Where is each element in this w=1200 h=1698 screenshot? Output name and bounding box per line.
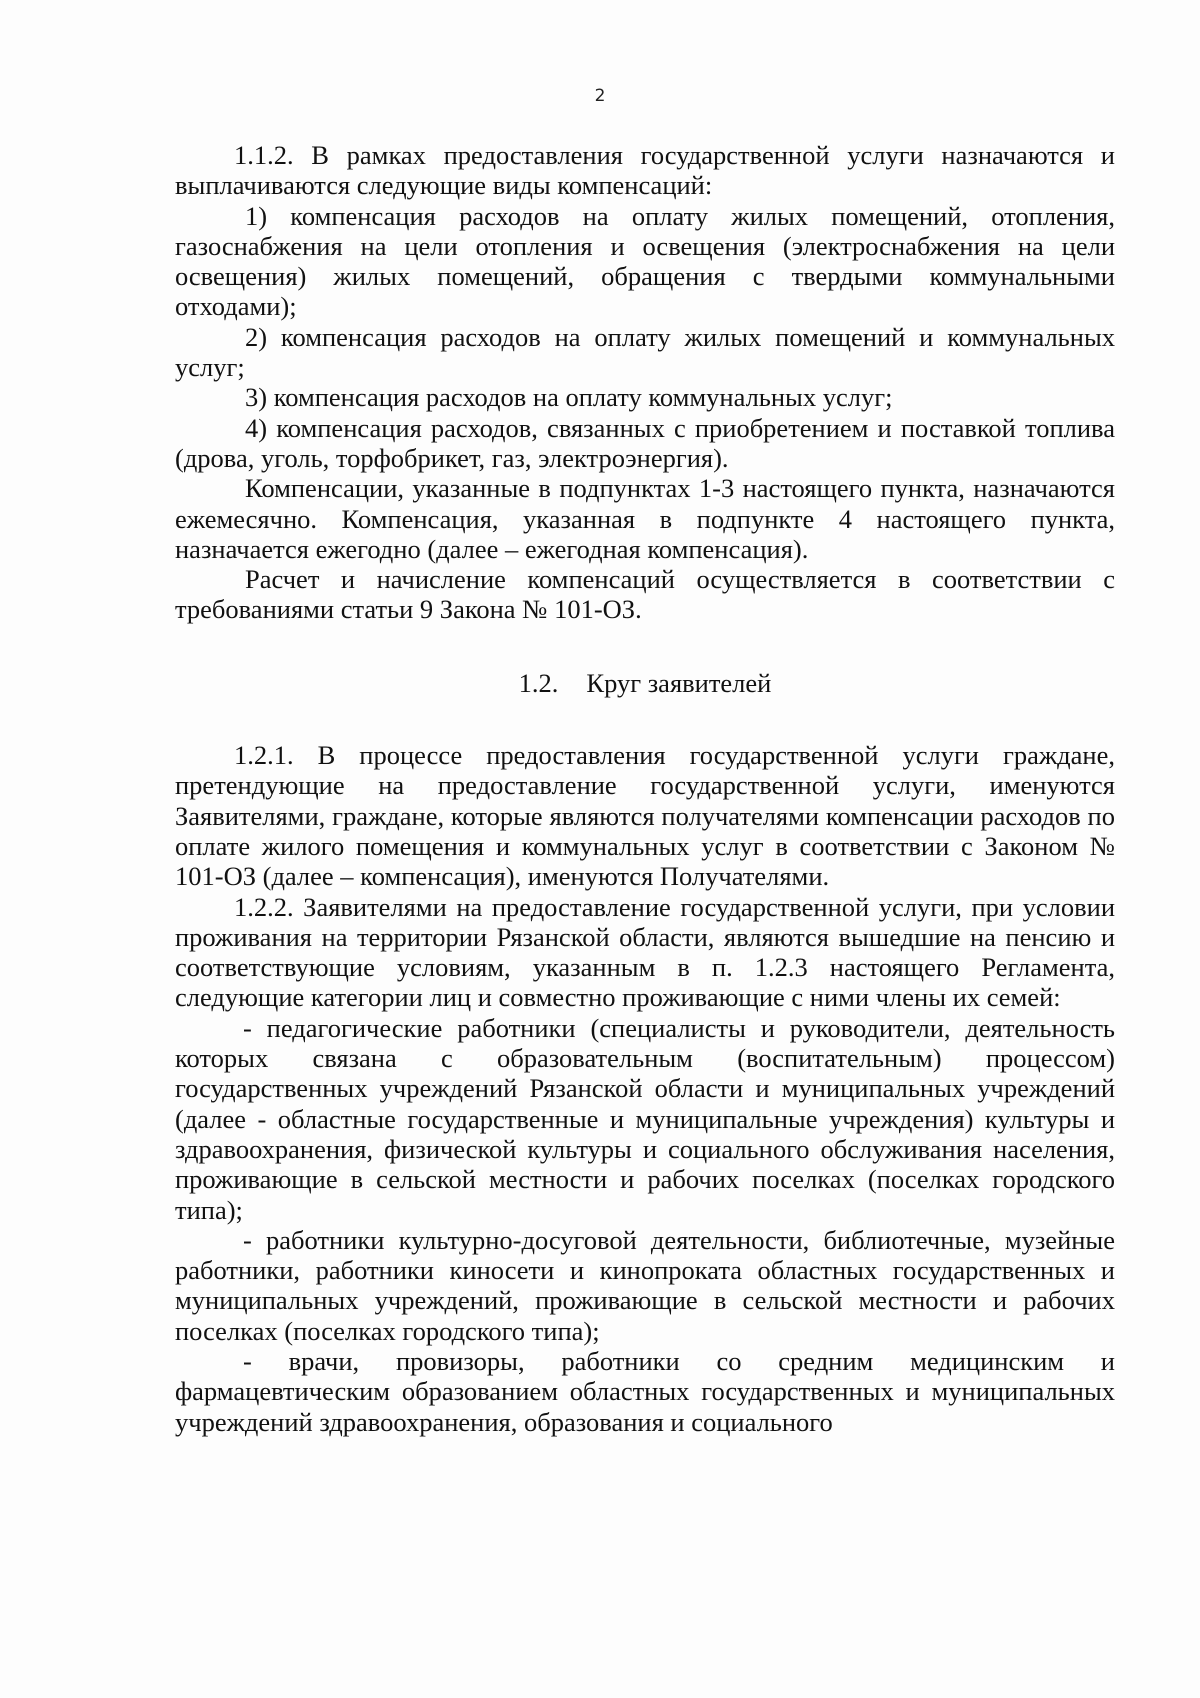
- list-item-4: 4) компенсация расходов, связанных с приобретением и поставкой топлива (дрова, уголь, торфобрикет, газ, электроэнергия).: [175, 412, 1115, 473]
- list-item-3: 3) компенсация расходов на оплату коммунальных услуг;: [245, 382, 893, 413]
- paragraph-compensation-periodicity: Компенсации, указанные в подпунктах 1-3 настоящего пункта, назначаются ежемесячно. Компенсация, указанная в подпункте 4 настоящего пункта, назначается ежегодно (далее – ежегодная компенсация).: [175, 473, 1115, 564]
- paragraph-1-2-1: 1.2.1. В процессе предоставления государственной услуги граждане, претендующие на предоставление государственной услуги, именуются Заявителями, граждане, которые являются получателями компенсации расходов по оплате жилого помещения и коммунальных услуг в соответствии с Законом № 101-ОЗ (далее – компенсация), именуются Получателями.: [175, 740, 1115, 892]
- section-heading: [175, 668, 1115, 698]
- dash-item-pedagogical: - педагогические работники (специалисты и руководители, деятельность которых связана с образовательным (воспитательным) процессом) государственных учреждений Рязанской области и муниципальных учреждений (далее - областные государственные и муниципальные учреждения) культуры и здравоохранения, физической культуры и социального обслуживания населения, проживающие в сельской местности и рабочих поселках (поселках городского типа);: [175, 1012, 1115, 1225]
- dash-item-medical: - врачи, провизоры, работники со средним медицинским и фармацевтическим образованием областных государственных и муниципальных учреждений здравоохранения, образования и социального: [175, 1345, 1115, 1437]
- paragraph-calculation: Расчет и начисление компенсаций осуществляется в соответствии с требованиями статьи 9 Закона № 101-ОЗ.: [175, 564, 1115, 625]
- paragraph-1-2-2: 1.2.2. Заявителями на предоставление государственной услуги, при условии проживания на территории Рязанской области, являются вышедшие на пенсию и соответствующие условиям, указанным в п. 1.2.3 настоящего Регламента, следующие категории лиц и совместно проживающие с ними члены их семей:: [175, 891, 1115, 1013]
- list-item-2: 2) компенсация расходов на оплату жилых помещений и коммунальных услуг;: [175, 321, 1115, 383]
- section-number: 1.2.: [518, 667, 559, 698]
- list-item-1: 1) компенсация расходов на оплату жилых помещений, отопления, газоснабжения на цели отопления и освещения (электроснабжения на цели освещения) жилых помещений, обращения с твердыми коммунальными отходами);: [175, 200, 1115, 322]
- dash-item-cultural: - работники культурно-досуговой деятельности, библиотечные, музейные работники, работники киносети и кинопроката областных государственных и муниципальных учреждений, проживающие в сельской местности и рабочих поселках (поселках городского типа);: [175, 1224, 1115, 1346]
- page-number: 2: [594, 86, 606, 106]
- paragraph-1-1-2: 1.1.2. В рамках предоставления государственной услуги назначаются и выплачиваются следующие виды компенсаций:: [175, 140, 1115, 201]
- section-title: Круг заявителей: [586, 667, 772, 698]
- document-body: [175, 140, 1115, 1437]
